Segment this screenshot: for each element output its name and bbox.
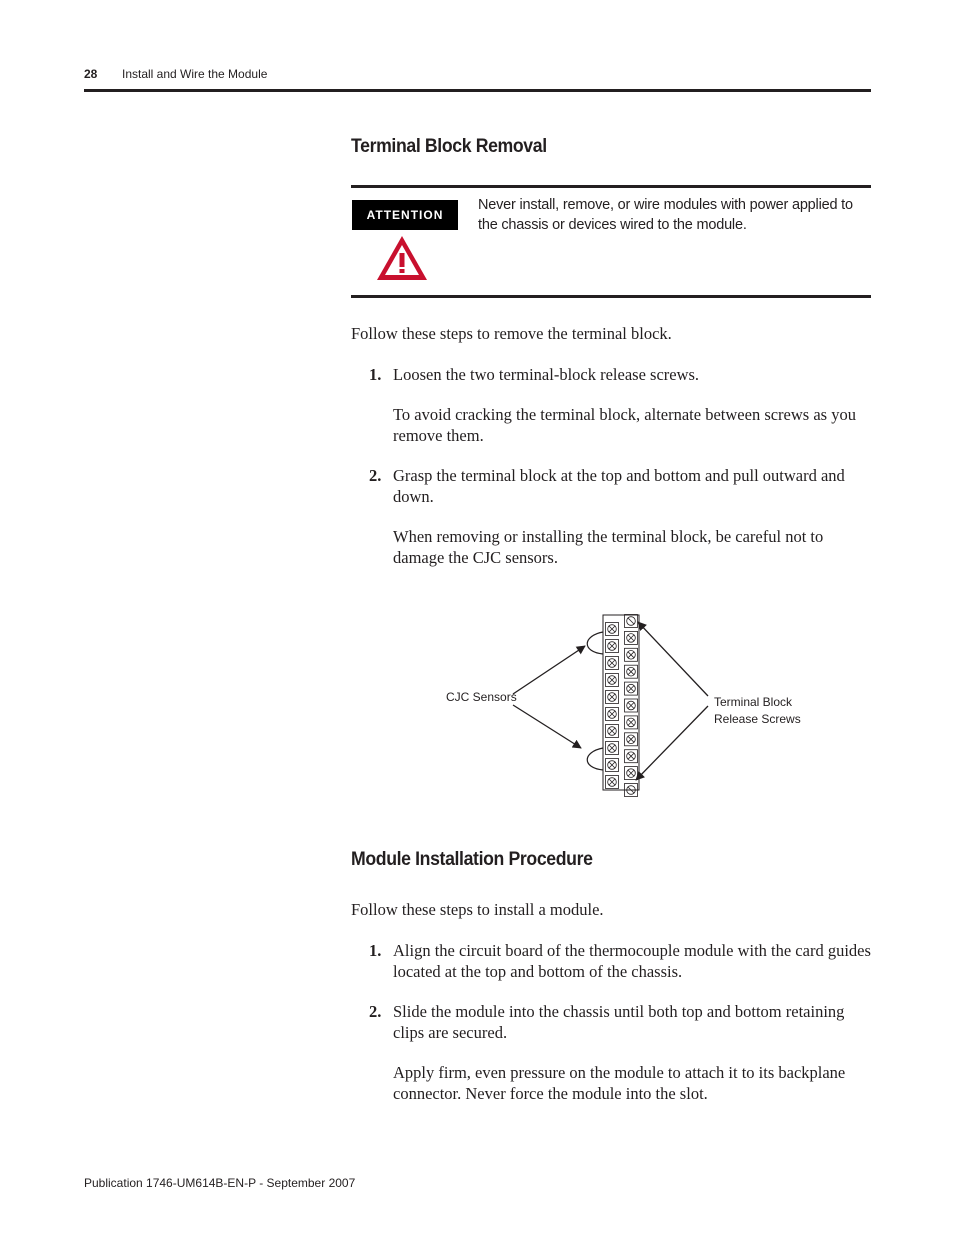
removal-step-1-note: To avoid cracking the terminal block, alternate between screws as you remove them.	[393, 405, 856, 445]
attention-bottom-rule	[351, 295, 871, 298]
attention-label: ATTENTION	[352, 200, 458, 230]
cjc-sensor-bottom	[587, 748, 603, 770]
removal-step-2-note: When removing or installing the terminal block, be careful not to damage the CJC sensors.	[393, 527, 824, 567]
running-title: Install and Wire the Module	[122, 67, 268, 81]
cjc-sensor-top	[587, 632, 603, 654]
header-rule	[84, 89, 871, 92]
attention-text: Never install, remove, or wire modules with power applied to the chassis or devices wired to the module.	[478, 197, 853, 233]
removal-intro: Follow these steps to remove the terminal block.	[351, 324, 672, 343]
page-number: 28	[84, 67, 98, 81]
release-screws-label-line2: Release Screws	[714, 712, 801, 726]
attention-top-rule	[351, 185, 871, 188]
release-screws-label-line1: Terminal Block	[714, 695, 793, 709]
arrow-release-screw-bottom	[636, 706, 708, 780]
install-step-2-note: Apply firm, even pressure on the module to attach it to its backplane connector. Never force the module into the slot.	[393, 1063, 846, 1103]
arrow-cjc-top	[513, 646, 585, 694]
removal-step-1-number: 1.	[369, 365, 382, 384]
install-intro: Follow these steps to install a module.	[351, 900, 604, 919]
publication-footer: Publication 1746-UM614B-EN-P - September 2007	[84, 1176, 356, 1190]
install-step-1-number: 1.	[369, 941, 382, 960]
cjc-sensors-label: CJC Sensors	[446, 690, 517, 704]
section-title-module-installation: Module Installation Procedure	[351, 849, 593, 870]
removal-step-1-text: Loosen the two terminal-block release screws.	[393, 365, 700, 384]
install-step-1-text: Align the circuit board of the thermocouple module with the card guides located at the top and bottom of the chassis.	[393, 941, 871, 981]
install-step-2-number: 2.	[369, 1002, 382, 1021]
install-step-2-text: Slide the module into the chassis until both top and bottom retaining clips are secured.	[393, 1002, 845, 1042]
terminal-screws	[606, 615, 638, 797]
section-title-terminal-block-removal: Terminal Block Removal	[351, 136, 547, 157]
removal-step-2-number: 2.	[369, 466, 382, 485]
release-screw-slot	[628, 618, 634, 624]
removal-step-2-text: Grasp the terminal block at the top and bottom and pull outward and down.	[393, 466, 845, 506]
arrow-cjc-bottom	[513, 705, 581, 748]
arrow-release-screw-top	[638, 622, 708, 696]
warning-triangle-icon	[374, 233, 430, 283]
